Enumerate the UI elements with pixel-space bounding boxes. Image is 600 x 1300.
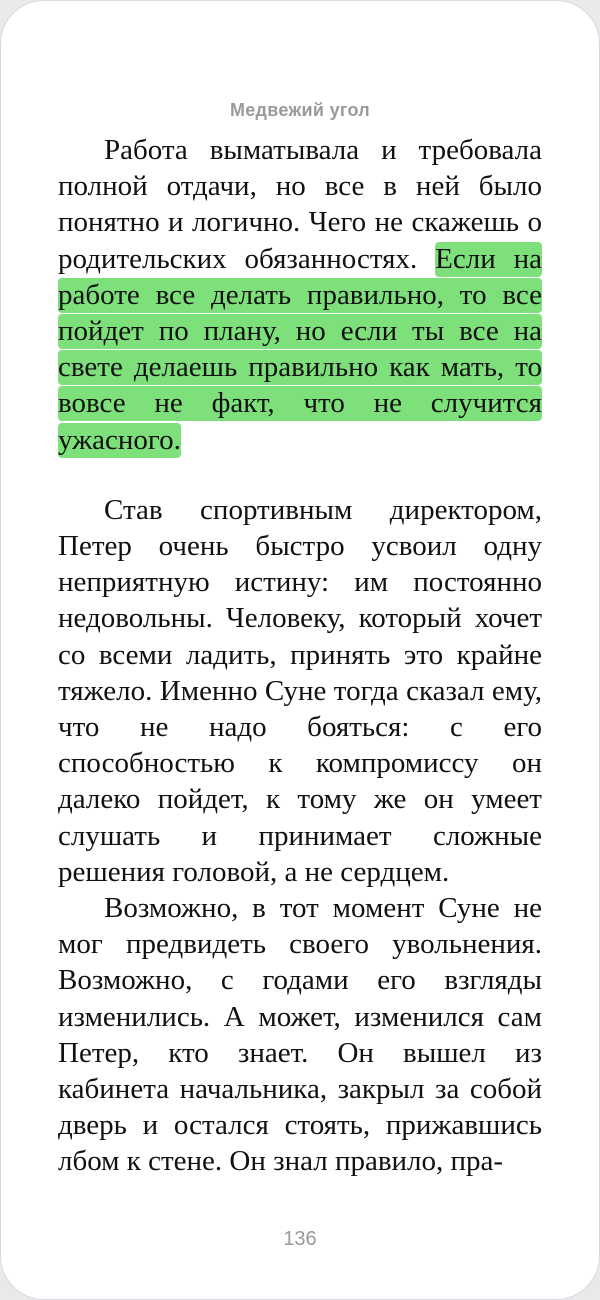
page-text[interactable] <box>58 132 542 1180</box>
paragraph-3-text: Возможно, в тот момент Суне не мог предвидеть своего увольнения. Возможно, с годами его взгляды изменились. А может, изменился сам Петер, кто знает. Он вышел из кабинета начальника, закрыл за собой дверь и остался стоять, прижавшись лбом к стене. Он знал правило, пра- <box>58 892 542 1178</box>
paragraph-2[interactable] <box>58 492 542 890</box>
paragraph-2-text: Став спортивным директором, Петер очень быстро усвоил одну неприятную истину: им постоянно недовольны. Человеку, который хочет со всеми ладить, принять это крайне тяжело. Именно Суне тогда сказал ему, что не надо бояться: с его способностью к компромиссу он далеко пойдет, к тому же он умеет слушать и принимает сложные решения головой, а не сердцем. <box>58 493 542 888</box>
paragraph-1-text: Работа выматывала и требовала полной отдачи, но все в ней было понятно и логично. Чего не скажешь о родительских обязанностях. <box>58 134 542 275</box>
book-title: Медвежий угол <box>229 100 371 120</box>
page-number: 136 <box>283 1228 317 1250</box>
paragraph-3[interactable] <box>58 890 542 1180</box>
paragraph-1[interactable] <box>58 132 542 458</box>
text-highlight[interactable]: Если на работе все делать правильно, то все пойдет по плану, но если ты все на свете делаешь правильно как мать, то вовсе не факт, что не случится ужасного. <box>58 242 543 456</box>
